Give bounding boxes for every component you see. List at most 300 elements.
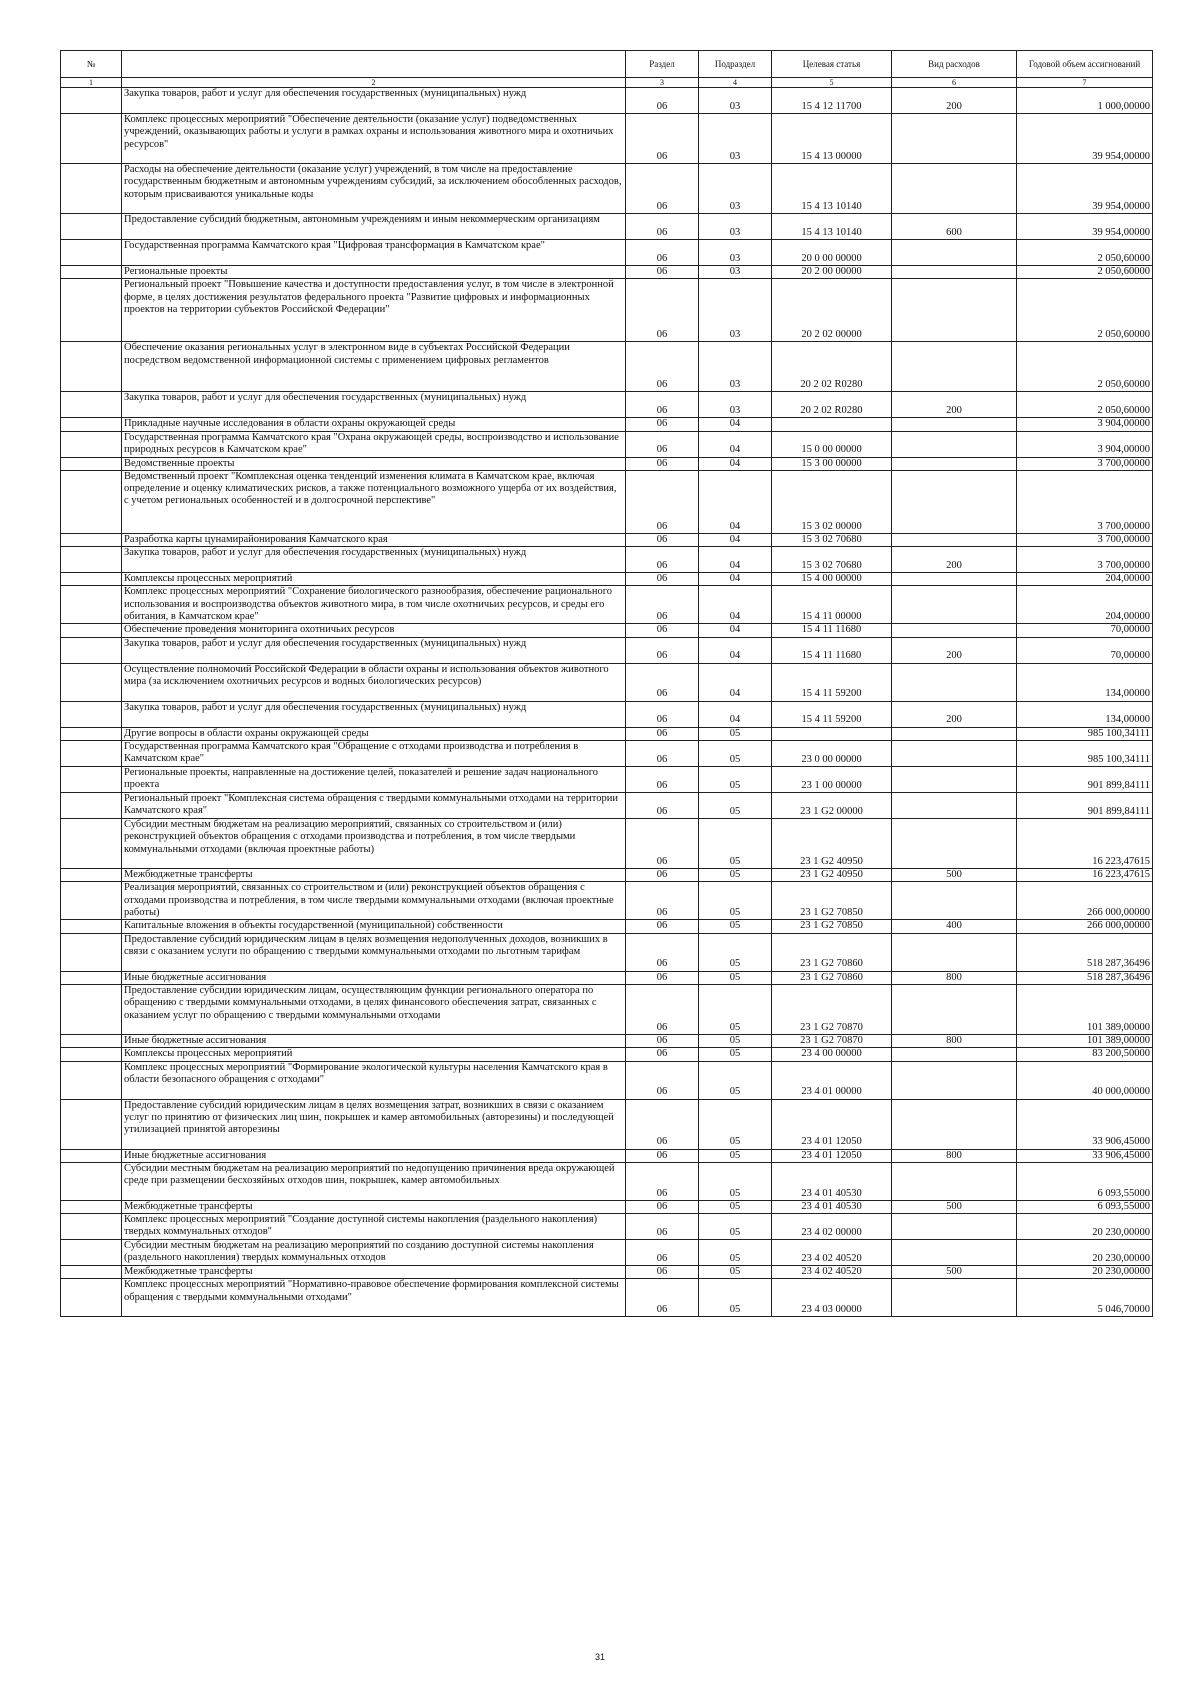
row-target-article-cell bbox=[772, 418, 892, 431]
table-row bbox=[61, 971, 1153, 984]
row-name-cell: Ведомственные проекты bbox=[122, 457, 626, 470]
row-target-article-cell: 23 1 G2 70850 bbox=[772, 920, 892, 933]
row-razdel-cell: 06 bbox=[626, 266, 699, 279]
row-number-cell bbox=[61, 164, 122, 214]
row-amount-cell: 83 200,50000 bbox=[1017, 1048, 1153, 1061]
row-name-cell: Закупка товаров, работ и услуг для обеспечения государственных (муниципальных) нужд bbox=[122, 88, 626, 114]
row-razdel-cell: 06 bbox=[626, 214, 699, 240]
row-amount-cell: 6 093,55000 bbox=[1017, 1162, 1153, 1200]
table-row bbox=[61, 624, 1153, 637]
row-podrazdel-cell: 04 bbox=[699, 663, 772, 701]
row-number-cell bbox=[61, 663, 122, 701]
row-name-cell: Иные бюджетные ассигнования bbox=[122, 971, 626, 984]
row-target-article-cell: 15 4 11 11680 bbox=[772, 624, 892, 637]
row-podrazdel-cell: 04 bbox=[699, 637, 772, 663]
page-number: 31 bbox=[594, 1652, 605, 1662]
table-row bbox=[61, 1240, 1153, 1266]
row-amount-cell: 101 389,00000 bbox=[1017, 984, 1153, 1034]
row-amount-cell: 134,00000 bbox=[1017, 701, 1153, 727]
row-number-cell bbox=[61, 1240, 122, 1266]
row-name-cell: Субсидии местным бюджетам на реализацию мероприятий, связанных со строительством и (или) реконструкцией объектов обращения с отходами производства и потребления, в том числе твердыми коммунальными отходами (включая проектные работы) bbox=[122, 819, 626, 869]
row-target-article-cell: 23 4 00 00000 bbox=[772, 1048, 892, 1061]
row-amount-cell: 5 046,70000 bbox=[1017, 1279, 1153, 1317]
row-razdel-cell: 06 bbox=[626, 1162, 699, 1200]
row-number-cell bbox=[61, 637, 122, 663]
row-target-article-cell: 23 1 G2 70870 bbox=[772, 1034, 892, 1047]
row-amount-cell: 33 906,45000 bbox=[1017, 1149, 1153, 1162]
row-razdel-cell: 06 bbox=[626, 984, 699, 1034]
row-number-cell bbox=[61, 418, 122, 431]
row-expense-type-cell bbox=[892, 114, 1017, 164]
row-name-cell: Предоставление субсидий юридическим лицам в целях возмещения затрат, возникших в связи с оказанием услуг по принятию от физических лиц шин, покрышек и камер автомобильных (авторезины) и последующей утилизацией принятой авторезины bbox=[122, 1099, 626, 1149]
row-razdel-cell: 06 bbox=[626, 279, 699, 342]
row-expense-type-cell bbox=[892, 882, 1017, 920]
row-podrazdel-cell: 03 bbox=[699, 164, 772, 214]
row-amount-cell: 70,00000 bbox=[1017, 637, 1153, 663]
row-podrazdel-cell: 03 bbox=[699, 392, 772, 418]
row-podrazdel-cell: 03 bbox=[699, 266, 772, 279]
row-razdel-cell: 06 bbox=[626, 1240, 699, 1266]
row-number-cell bbox=[61, 457, 122, 470]
row-amount-cell: 204,00000 bbox=[1017, 586, 1153, 624]
row-name-cell: Капитальные вложения в объекты государственной (муниципальной) собственности bbox=[122, 920, 626, 933]
row-name-cell: Субсидии местным бюджетам на реализацию мероприятий по созданию доступной системы накопления (раздельного накопления) твердых коммунальных отходов bbox=[122, 1240, 626, 1266]
table-row bbox=[61, 1214, 1153, 1240]
row-razdel-cell: 06 bbox=[626, 1034, 699, 1047]
row-number-cell bbox=[61, 1200, 122, 1213]
row-number-cell bbox=[61, 1149, 122, 1162]
row-razdel-cell: 06 bbox=[626, 637, 699, 663]
table-row bbox=[61, 457, 1153, 470]
row-expense-type-cell bbox=[892, 624, 1017, 637]
row-name-cell: Закупка товаров, работ и услуг для обеспечения государственных (муниципальных) нужд bbox=[122, 392, 626, 418]
row-name-cell: Закупка товаров, работ и услуг для обеспечения государственных (муниципальных) нужд bbox=[122, 637, 626, 663]
row-number-cell bbox=[61, 727, 122, 740]
row-amount-cell: 518 287,36496 bbox=[1017, 971, 1153, 984]
row-podrazdel-cell: 03 bbox=[699, 214, 772, 240]
row-name-cell: Комплекс процессных мероприятий "Нормативно-правовое обеспечение формирования комплексной системы обращения с твердыми коммунальными отходами" bbox=[122, 1279, 626, 1317]
row-podrazdel-cell: 05 bbox=[699, 819, 772, 869]
row-razdel-cell: 06 bbox=[626, 819, 699, 869]
row-expense-type-cell bbox=[892, 266, 1017, 279]
row-name-cell: Расходы на обеспечение деятельности (оказание услуг) учреждений, в том числе на предоставление государственным бюджетным и автономным учреждениям субсидий, за исключением обособленных расходов, которым присваиваются уникальные коды bbox=[122, 164, 626, 214]
row-name-cell: Предоставление субсидий бюджетным, автономным учреждениям и иным некоммерческим организациям bbox=[122, 214, 626, 240]
row-expense-type-cell: 500 bbox=[892, 869, 1017, 882]
table-row bbox=[61, 882, 1153, 920]
row-podrazdel-cell: 05 bbox=[699, 1048, 772, 1061]
row-expense-type-cell bbox=[892, 741, 1017, 767]
row-expense-type-cell bbox=[892, 418, 1017, 431]
row-name-cell: Государственная программа Камчатского края "Охрана окружающей среды, воспроизводство и использование природных ресурсов в Камчатском крае" bbox=[122, 431, 626, 457]
row-target-article-cell: 23 4 02 40520 bbox=[772, 1240, 892, 1266]
row-name-cell: Другие вопросы в области охраны окружающей среды bbox=[122, 727, 626, 740]
table-row bbox=[61, 342, 1153, 392]
row-amount-cell: 266 000,00000 bbox=[1017, 920, 1153, 933]
row-podrazdel-cell: 05 bbox=[699, 1266, 772, 1279]
row-number-cell bbox=[61, 470, 122, 533]
row-name-cell: Региональный проект "Повышение качества и доступности предоставления услуг, в том числе в электронной форме, в целях достижения результатов федерального проекта "Развитие цифровых и информационных проектов на территории субъектов Российской Федерации" bbox=[122, 279, 626, 342]
table-row bbox=[61, 1048, 1153, 1061]
table-row bbox=[61, 701, 1153, 727]
row-number-cell bbox=[61, 920, 122, 933]
row-name-cell: Комплекс процессных мероприятий "Формирование экологической культуры населения Камчатского края в области безопасного обращения с отходами" bbox=[122, 1061, 626, 1099]
row-expense-type-cell: 500 bbox=[892, 1266, 1017, 1279]
row-amount-cell: 40 000,00000 bbox=[1017, 1061, 1153, 1099]
table-row bbox=[61, 88, 1153, 114]
row-target-article-cell: 23 1 G2 40950 bbox=[772, 869, 892, 882]
row-razdel-cell: 06 bbox=[626, 573, 699, 586]
table-row bbox=[61, 1266, 1153, 1279]
row-target-article-cell: 23 4 01 40530 bbox=[772, 1162, 892, 1200]
row-expense-type-cell bbox=[892, 1214, 1017, 1240]
row-target-article-cell: 15 3 02 70680 bbox=[772, 547, 892, 573]
row-expense-type-cell: 200 bbox=[892, 637, 1017, 663]
header-razdel: Раздел bbox=[626, 51, 699, 78]
row-number-cell bbox=[61, 586, 122, 624]
row-expense-type-cell bbox=[892, 457, 1017, 470]
row-number-cell bbox=[61, 1099, 122, 1149]
header-colnum-7: 7 bbox=[1017, 78, 1153, 88]
row-razdel-cell: 06 bbox=[626, 701, 699, 727]
row-razdel-cell: 06 bbox=[626, 1279, 699, 1317]
row-amount-cell: 39 954,00000 bbox=[1017, 164, 1153, 214]
row-podrazdel-cell: 04 bbox=[699, 586, 772, 624]
row-target-article-cell: 15 4 11 11680 bbox=[772, 637, 892, 663]
row-expense-type-cell bbox=[892, 533, 1017, 546]
row-expense-type-cell: 200 bbox=[892, 88, 1017, 114]
row-amount-cell: 3 700,00000 bbox=[1017, 457, 1153, 470]
row-target-article-cell: 15 3 02 70680 bbox=[772, 533, 892, 546]
table-row bbox=[61, 933, 1153, 971]
row-podrazdel-cell: 05 bbox=[699, 1214, 772, 1240]
table-row bbox=[61, 984, 1153, 1034]
row-target-article-cell: 23 4 01 12050 bbox=[772, 1099, 892, 1149]
row-podrazdel-cell: 05 bbox=[699, 882, 772, 920]
row-number-cell bbox=[61, 1266, 122, 1279]
row-razdel-cell: 06 bbox=[626, 1048, 699, 1061]
row-name-cell: Комплекс процессных мероприятий "Создание доступной системы накопления (раздельного накопления) твердых коммунальных отходов" bbox=[122, 1214, 626, 1240]
row-amount-cell: 134,00000 bbox=[1017, 663, 1153, 701]
table-row bbox=[61, 1279, 1153, 1317]
row-expense-type-cell bbox=[892, 1240, 1017, 1266]
row-expense-type-cell: 500 bbox=[892, 1200, 1017, 1213]
row-razdel-cell: 06 bbox=[626, 1099, 699, 1149]
row-target-article-cell: 15 4 11 59200 bbox=[772, 663, 892, 701]
row-number-cell bbox=[61, 882, 122, 920]
row-amount-cell: 33 906,45000 bbox=[1017, 1099, 1153, 1149]
row-number-cell bbox=[61, 533, 122, 546]
table-row bbox=[61, 920, 1153, 933]
row-amount-cell: 3 700,00000 bbox=[1017, 533, 1153, 546]
row-target-article-cell: 15 4 13 10140 bbox=[772, 164, 892, 214]
row-podrazdel-cell: 05 bbox=[699, 793, 772, 819]
row-podrazdel-cell: 04 bbox=[699, 533, 772, 546]
row-expense-type-cell: 800 bbox=[892, 971, 1017, 984]
row-target-article-cell: 23 4 02 00000 bbox=[772, 1214, 892, 1240]
row-name-cell: Комплексы процессных мероприятий bbox=[122, 1048, 626, 1061]
table-row bbox=[61, 1034, 1153, 1047]
row-razdel-cell: 06 bbox=[626, 1149, 699, 1162]
row-target-article-cell: 15 3 02 00000 bbox=[772, 470, 892, 533]
table-row bbox=[61, 431, 1153, 457]
row-number-cell bbox=[61, 971, 122, 984]
row-razdel-cell: 06 bbox=[626, 240, 699, 266]
row-target-article-cell: 23 1 G2 70860 bbox=[772, 971, 892, 984]
row-amount-cell: 3 904,00000 bbox=[1017, 431, 1153, 457]
row-amount-cell: 39 954,00000 bbox=[1017, 214, 1153, 240]
row-name-cell: Комплексы процессных мероприятий bbox=[122, 573, 626, 586]
table-body bbox=[61, 88, 1153, 1317]
row-amount-cell: 3 904,00000 bbox=[1017, 418, 1153, 431]
row-number-cell bbox=[61, 266, 122, 279]
row-name-cell: Обеспечение проведения мониторинга охотничьих ресурсов bbox=[122, 624, 626, 637]
table-row bbox=[61, 164, 1153, 214]
row-podrazdel-cell: 03 bbox=[699, 88, 772, 114]
row-amount-cell: 70,00000 bbox=[1017, 624, 1153, 637]
row-name-cell: Иные бюджетные ассигнования bbox=[122, 1034, 626, 1047]
row-name-cell: Субсидии местным бюджетам на реализацию мероприятий по недопущению причинения вреда окружающей среде при размещении бесхозяйных отходов шин, покрышек, камер автомобильных bbox=[122, 1162, 626, 1200]
row-target-article-cell: 23 1 G2 70870 bbox=[772, 984, 892, 1034]
row-name-cell: Разработка карты цунамирайонирования Камчатского края bbox=[122, 533, 626, 546]
row-number-cell bbox=[61, 701, 122, 727]
row-number-cell bbox=[61, 240, 122, 266]
table-row bbox=[61, 663, 1153, 701]
row-expense-type-cell bbox=[892, 431, 1017, 457]
row-name-cell: Предоставление субсидии юридическим лицам, осуществляющим функции регионального оператора по обращению с твердыми коммунальными отходами, в целях финансового обеспечения затрат, связанных с оказанием услуг по обращению с твердыми коммунальными отходами bbox=[122, 984, 626, 1034]
row-razdel-cell: 06 bbox=[626, 457, 699, 470]
row-razdel-cell: 06 bbox=[626, 869, 699, 882]
row-target-article-cell: 20 2 00 00000 bbox=[772, 266, 892, 279]
row-target-article-cell: 20 2 02 R0280 bbox=[772, 342, 892, 392]
row-target-article-cell: 23 4 01 00000 bbox=[772, 1061, 892, 1099]
row-number-cell bbox=[61, 1162, 122, 1200]
row-number-cell bbox=[61, 1034, 122, 1047]
row-razdel-cell: 06 bbox=[626, 920, 699, 933]
row-number-cell bbox=[61, 793, 122, 819]
row-target-article-cell: 23 4 01 12050 bbox=[772, 1149, 892, 1162]
row-podrazdel-cell: 05 bbox=[699, 1279, 772, 1317]
row-expense-type-cell bbox=[892, 1162, 1017, 1200]
row-target-article-cell: 23 4 01 40530 bbox=[772, 1200, 892, 1213]
table-row bbox=[61, 869, 1153, 882]
row-razdel-cell: 06 bbox=[626, 741, 699, 767]
row-number-cell bbox=[61, 279, 122, 342]
row-name-cell: Государственная программа Камчатского края "Обращение с отходами производства и потребления в Камчатском крае" bbox=[122, 741, 626, 767]
table-row bbox=[61, 1149, 1153, 1162]
row-target-article-cell: 23 1 G2 70850 bbox=[772, 882, 892, 920]
row-amount-cell: 985 100,34111 bbox=[1017, 741, 1153, 767]
row-razdel-cell: 06 bbox=[626, 882, 699, 920]
row-podrazdel-cell: 03 bbox=[699, 114, 772, 164]
row-razdel-cell: 06 bbox=[626, 392, 699, 418]
row-amount-cell: 2 050,60000 bbox=[1017, 342, 1153, 392]
row-target-article-cell: 15 4 11 00000 bbox=[772, 586, 892, 624]
row-podrazdel-cell: 05 bbox=[699, 1099, 772, 1149]
row-target-article-cell: 23 1 G2 40950 bbox=[772, 819, 892, 869]
row-expense-type-cell bbox=[892, 984, 1017, 1034]
row-podrazdel-cell: 05 bbox=[699, 1240, 772, 1266]
row-name-cell: Региональный проект "Комплексная система обращения с твердыми коммунальными отходами на территории Камчатского края" bbox=[122, 793, 626, 819]
row-razdel-cell: 06 bbox=[626, 547, 699, 573]
table-row bbox=[61, 793, 1153, 819]
row-podrazdel-cell: 04 bbox=[699, 431, 772, 457]
header-target-article: Целевая статья bbox=[772, 51, 892, 78]
row-podrazdel-cell: 05 bbox=[699, 869, 772, 882]
table-row bbox=[61, 240, 1153, 266]
row-expense-type-cell bbox=[892, 819, 1017, 869]
table-row bbox=[61, 727, 1153, 740]
row-amount-cell: 1 000,00000 bbox=[1017, 88, 1153, 114]
row-name-cell: Комплекс процессных мероприятий "Сохранение биологического разнообразия, обеспечение рационального использования и воспроизводства объектов животного мира, в том числе охотничьих ресурсов, и среды его обитания, в Камчатском крае" bbox=[122, 586, 626, 624]
row-name-cell: Комплекс процессных мероприятий "Обеспечение деятельности (оказание услуг) подведомственных учреждений, оказывающих работы и услуги в рамках охраны и использования животного мира и охотничьих ресурсов" bbox=[122, 114, 626, 164]
row-amount-cell: 2 050,60000 bbox=[1017, 279, 1153, 342]
header-colnum-4: 4 bbox=[699, 78, 772, 88]
row-target-article-cell: 15 4 13 10140 bbox=[772, 214, 892, 240]
row-target-article-cell: 15 4 13 00000 bbox=[772, 114, 892, 164]
row-target-article-cell: 15 0 00 00000 bbox=[772, 431, 892, 457]
row-number-cell bbox=[61, 214, 122, 240]
row-number-cell bbox=[61, 767, 122, 793]
row-podrazdel-cell: 05 bbox=[699, 1034, 772, 1047]
row-podrazdel-cell: 04 bbox=[699, 418, 772, 431]
row-amount-cell: 204,00000 bbox=[1017, 573, 1153, 586]
header-name bbox=[122, 51, 626, 78]
header-number: № bbox=[61, 51, 122, 78]
row-razdel-cell: 06 bbox=[626, 767, 699, 793]
row-amount-cell: 16 223,47615 bbox=[1017, 819, 1153, 869]
row-expense-type-cell: 200 bbox=[892, 701, 1017, 727]
row-number-cell bbox=[61, 1048, 122, 1061]
table-row bbox=[61, 533, 1153, 546]
row-number-cell bbox=[61, 392, 122, 418]
row-number-cell bbox=[61, 869, 122, 882]
row-razdel-cell: 06 bbox=[626, 933, 699, 971]
row-amount-cell: 2 050,60000 bbox=[1017, 240, 1153, 266]
row-expense-type-cell bbox=[892, 1099, 1017, 1149]
row-expense-type-cell bbox=[892, 164, 1017, 214]
header-colnum-3: 3 bbox=[626, 78, 699, 88]
row-amount-cell: 20 230,00000 bbox=[1017, 1266, 1153, 1279]
row-number-cell bbox=[61, 1214, 122, 1240]
row-podrazdel-cell: 05 bbox=[699, 971, 772, 984]
row-number-cell bbox=[61, 573, 122, 586]
row-name-cell: Реализация мероприятий, связанных со строительством и (или) реконструкцией объектов обращения с отходами производства и потребления, в том числе твердыми коммунальными отходами (включая проектные работы) bbox=[122, 882, 626, 920]
row-amount-cell: 16 223,47615 bbox=[1017, 869, 1153, 882]
row-razdel-cell: 06 bbox=[626, 1061, 699, 1099]
row-target-article-cell: 20 2 02 00000 bbox=[772, 279, 892, 342]
row-expense-type-cell bbox=[892, 279, 1017, 342]
row-number-cell bbox=[61, 624, 122, 637]
row-razdel-cell: 06 bbox=[626, 164, 699, 214]
row-razdel-cell: 06 bbox=[626, 624, 699, 637]
row-podrazdel-cell: 05 bbox=[699, 727, 772, 740]
row-target-article-cell: 23 1 G2 70860 bbox=[772, 933, 892, 971]
table-row bbox=[61, 741, 1153, 767]
row-expense-type-cell: 200 bbox=[892, 547, 1017, 573]
row-number-cell bbox=[61, 819, 122, 869]
row-razdel-cell: 06 bbox=[626, 114, 699, 164]
row-amount-cell: 266 000,00000 bbox=[1017, 882, 1153, 920]
row-target-article-cell: 23 4 03 00000 bbox=[772, 1279, 892, 1317]
row-target-article-cell: 15 4 12 11700 bbox=[772, 88, 892, 114]
row-amount-cell: 518 287,36496 bbox=[1017, 933, 1153, 971]
row-name-cell: Предоставление субсидий юридическим лицам в целях возмещения недополученных доходов, возникших в связи с оказанием услуги по обращению с твердыми коммунальными отходами по льготным тарифам bbox=[122, 933, 626, 971]
row-name-cell: Межбюджетные трансферты bbox=[122, 1266, 626, 1279]
row-name-cell: Государственная программа Камчатского края "Цифровая трансформация в Камчатском крае" bbox=[122, 240, 626, 266]
table-row bbox=[61, 418, 1153, 431]
row-podrazdel-cell: 05 bbox=[699, 741, 772, 767]
row-expense-type-cell bbox=[892, 586, 1017, 624]
row-podrazdel-cell: 04 bbox=[699, 457, 772, 470]
row-podrazdel-cell: 04 bbox=[699, 701, 772, 727]
row-name-cell: Закупка товаров, работ и услуг для обеспечения государственных (муниципальных) нужд bbox=[122, 701, 626, 727]
header-colnum-2: 2 bbox=[122, 78, 626, 88]
row-expense-type-cell bbox=[892, 470, 1017, 533]
row-target-article-cell: 20 2 02 R0280 bbox=[772, 392, 892, 418]
row-razdel-cell: 06 bbox=[626, 342, 699, 392]
row-razdel-cell: 06 bbox=[626, 1200, 699, 1213]
table-row bbox=[61, 392, 1153, 418]
row-expense-type-cell bbox=[892, 342, 1017, 392]
row-expense-type-cell: 600 bbox=[892, 214, 1017, 240]
table-row bbox=[61, 1061, 1153, 1099]
row-podrazdel-cell: 04 bbox=[699, 547, 772, 573]
row-name-cell: Прикладные научные исследования в области охраны окружающей среды bbox=[122, 418, 626, 431]
budget-table bbox=[60, 50, 1153, 1317]
table-row bbox=[61, 573, 1153, 586]
row-razdel-cell: 06 bbox=[626, 533, 699, 546]
row-target-article-cell: 15 3 00 00000 bbox=[772, 457, 892, 470]
row-razdel-cell: 06 bbox=[626, 586, 699, 624]
header-colnum-1: 1 bbox=[61, 78, 122, 88]
row-expense-type-cell: 400 bbox=[892, 920, 1017, 933]
row-razdel-cell: 06 bbox=[626, 418, 699, 431]
row-podrazdel-cell: 03 bbox=[699, 279, 772, 342]
row-amount-cell: 985 100,34111 bbox=[1017, 727, 1153, 740]
row-expense-type-cell bbox=[892, 727, 1017, 740]
row-amount-cell: 6 093,55000 bbox=[1017, 1200, 1153, 1213]
row-podrazdel-cell: 05 bbox=[699, 767, 772, 793]
row-expense-type-cell bbox=[892, 240, 1017, 266]
row-expense-type-cell bbox=[892, 573, 1017, 586]
row-amount-cell: 3 700,00000 bbox=[1017, 470, 1153, 533]
row-razdel-cell: 06 bbox=[626, 663, 699, 701]
row-expense-type-cell: 200 bbox=[892, 392, 1017, 418]
row-amount-cell: 39 954,00000 bbox=[1017, 114, 1153, 164]
row-razdel-cell: 06 bbox=[626, 470, 699, 533]
header-annual-volume: Годовой объем ассигнований bbox=[1017, 51, 1153, 78]
table-row bbox=[61, 266, 1153, 279]
row-podrazdel-cell: 05 bbox=[699, 1200, 772, 1213]
row-expense-type-cell bbox=[892, 767, 1017, 793]
row-name-cell: Межбюджетные трансферты bbox=[122, 869, 626, 882]
row-number-cell bbox=[61, 88, 122, 114]
row-amount-cell: 101 389,00000 bbox=[1017, 1034, 1153, 1047]
row-podrazdel-cell: 05 bbox=[699, 984, 772, 1034]
row-razdel-cell: 06 bbox=[626, 1266, 699, 1279]
row-podrazdel-cell: 05 bbox=[699, 920, 772, 933]
table-row bbox=[61, 586, 1153, 624]
row-podrazdel-cell: 04 bbox=[699, 624, 772, 637]
row-number-cell bbox=[61, 1061, 122, 1099]
row-podrazdel-cell: 04 bbox=[699, 470, 772, 533]
row-number-cell bbox=[61, 342, 122, 392]
row-number-cell bbox=[61, 547, 122, 573]
row-target-article-cell: 23 1 G2 00000 bbox=[772, 793, 892, 819]
row-expense-type-cell: 800 bbox=[892, 1149, 1017, 1162]
row-podrazdel-cell: 03 bbox=[699, 240, 772, 266]
row-target-article-cell: 15 4 00 00000 bbox=[772, 573, 892, 586]
